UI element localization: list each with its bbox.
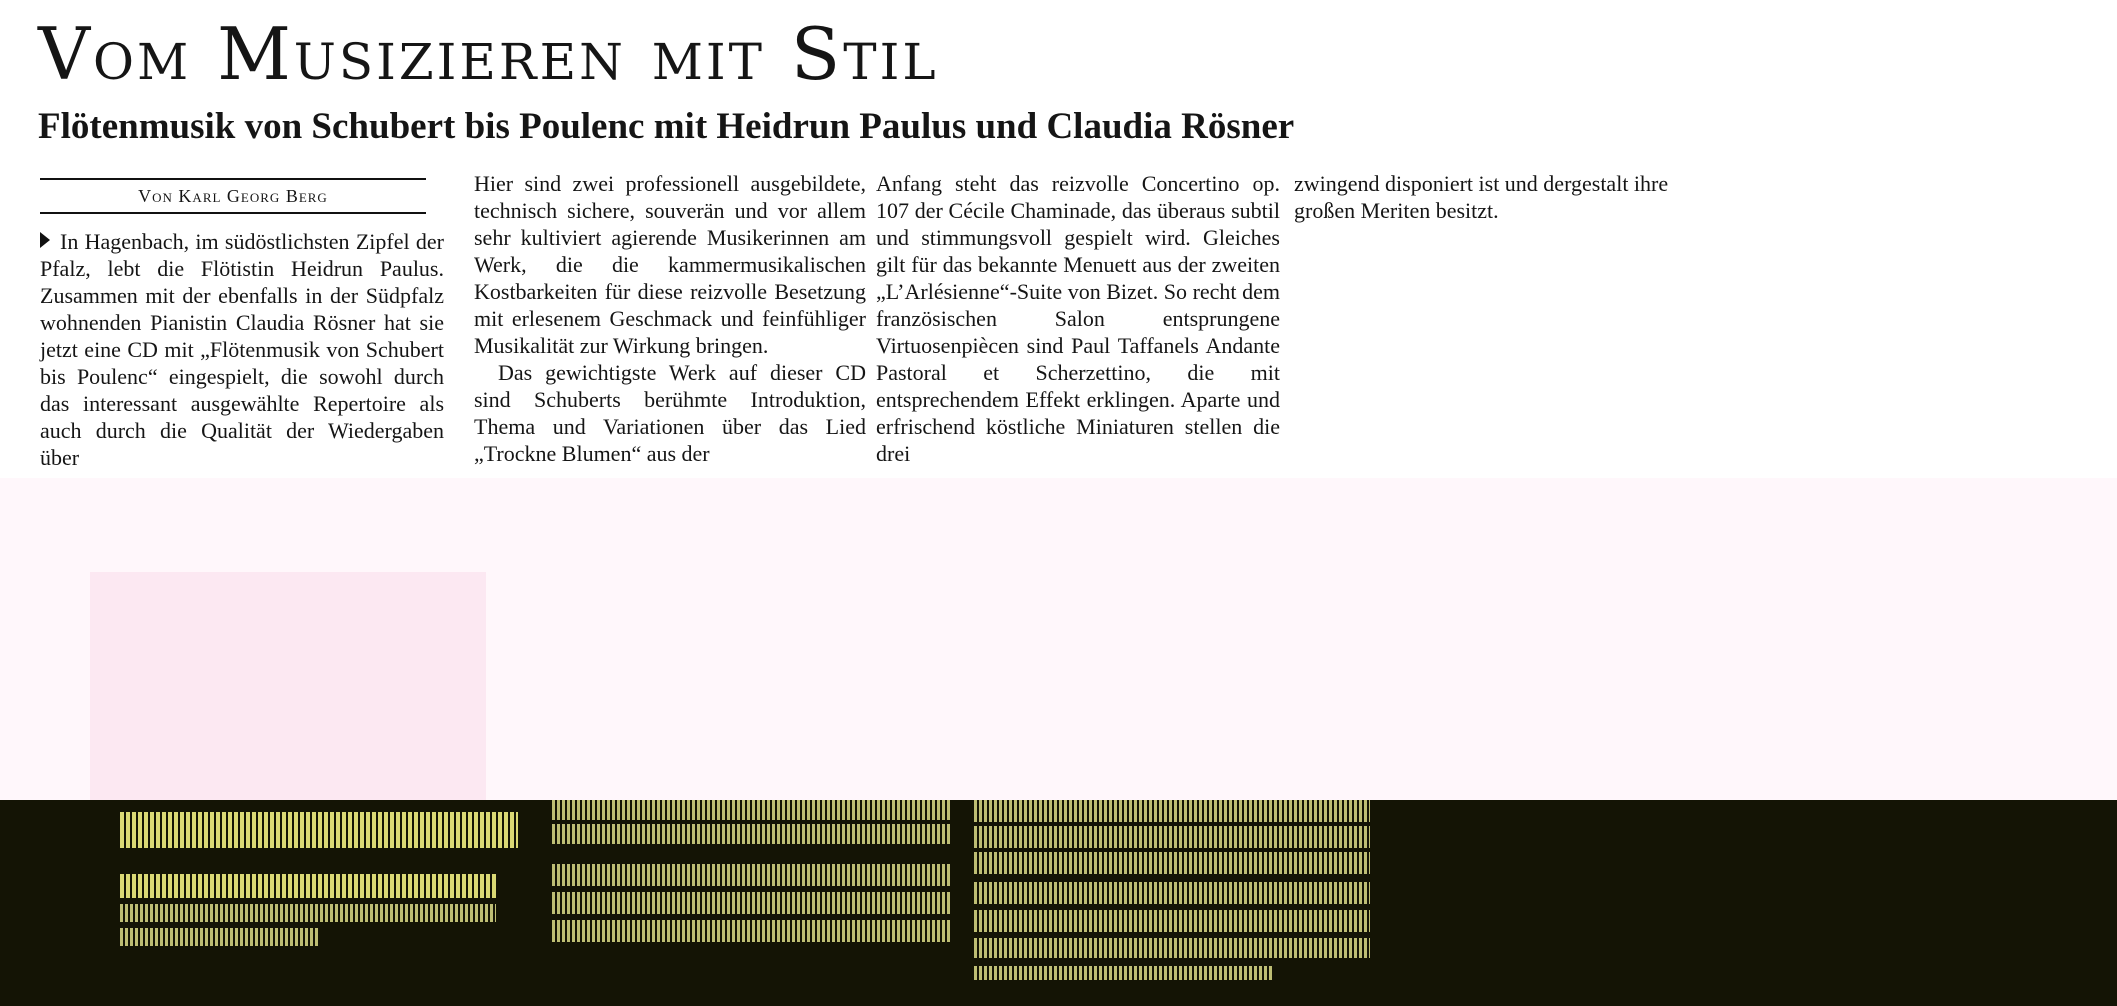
corrupted-text-block bbox=[974, 882, 1370, 904]
corrupted-text-block bbox=[552, 864, 952, 886]
corrupted-text-block bbox=[974, 800, 1370, 822]
column-2-paragraph-1: Hier sind zwei professionell ausgebildete, technisch sichere, souverän und vor allem sehr kultiviert agierende Musikerinnen am Werk, die die kammermusikalischen Kostbarkeiten für diese reizvolle Besetzung mit erlesenem Geschmack und feinfühliger Musikalität zur Wirkung bringen. bbox=[474, 171, 866, 358]
article-column-2 bbox=[474, 170, 866, 467]
article-column-3 bbox=[876, 170, 1280, 467]
byline-text: Von Karl Georg Berg bbox=[138, 186, 328, 206]
corrupted-text-block bbox=[552, 920, 952, 942]
article-column-4 bbox=[1294, 170, 1714, 224]
scan-artifact-edge bbox=[0, 478, 2117, 480]
column-2-paragraph-2: Das gewichtigste Werk auf dieser CD sind Schuberts berühmte Introduktion, Thema und Variationen über das Lied „Trockne Blumen“ aus der bbox=[474, 360, 866, 466]
lead-paragraph bbox=[40, 228, 444, 471]
corrupted-text-block bbox=[974, 910, 1370, 932]
corrupted-text-block bbox=[974, 966, 1274, 980]
lead-paragraph-text: In Hagenbach, im südöstlichsten Zipfel der Pfalz, lebt die Flötistin Heidrun Paulus. Zusammen mit der ebenfalls in der Südpfalz wohnenden Pianistin Claudia Rösner hat sie jetzt eine CD mit „Flötenmusik von Schubert bis Poulenc“ eingespielt, die sowohl durch das interessant ausgewählte Repertoire als auch durch die Qualität der Wiedergaben über bbox=[40, 229, 444, 470]
corrupted-scan-region bbox=[0, 800, 2117, 1006]
corrupted-text-block bbox=[120, 928, 320, 946]
column-3-paragraph-1: Anfang steht das reizvolle Concertino op. 107 der Cécile Chaminade, das überaus subtil und stimmungsvoll gespielt wird. Gleiches gilt für das bekannte Menuett aus der zweiten „L’Arlésienne“-Suite von Bizet. So recht dem französischen Salon entsprungene Virtuosenpiècen sind Paul Taffanels Andante Pastoral et Scherzettino, die mit entsprechendem Effekt erklingen. Aparte und erfrischend köstliche Miniaturen stellen die drei bbox=[876, 171, 1280, 466]
column-4-paragraph-1: zwingend disponiert ist und dergestalt ihre großen Meriten besitzt. bbox=[1294, 171, 1669, 223]
corrupted-text-block bbox=[120, 812, 518, 848]
corrupted-text-block bbox=[974, 938, 1370, 958]
article-column-1 bbox=[40, 228, 444, 471]
corrupted-text-block bbox=[552, 800, 952, 820]
triangle-bullet-icon bbox=[40, 232, 50, 248]
corrupted-text-block bbox=[974, 852, 1370, 874]
byline bbox=[40, 178, 426, 214]
article-subtitle: Flötenmusik von Schubert bis Poulenc mit Heidrun Paulus und Claudia Rösner bbox=[38, 106, 1295, 147]
corrupted-text-block bbox=[974, 826, 1370, 848]
corrupted-text-block bbox=[120, 874, 496, 898]
corrupted-text-block bbox=[552, 892, 952, 914]
corrupted-text-block bbox=[552, 824, 952, 844]
scan-artifact-patch bbox=[90, 572, 486, 812]
corrupted-text-block bbox=[120, 904, 496, 922]
article-title: Vom Musizieren mit Stil bbox=[38, 12, 939, 96]
